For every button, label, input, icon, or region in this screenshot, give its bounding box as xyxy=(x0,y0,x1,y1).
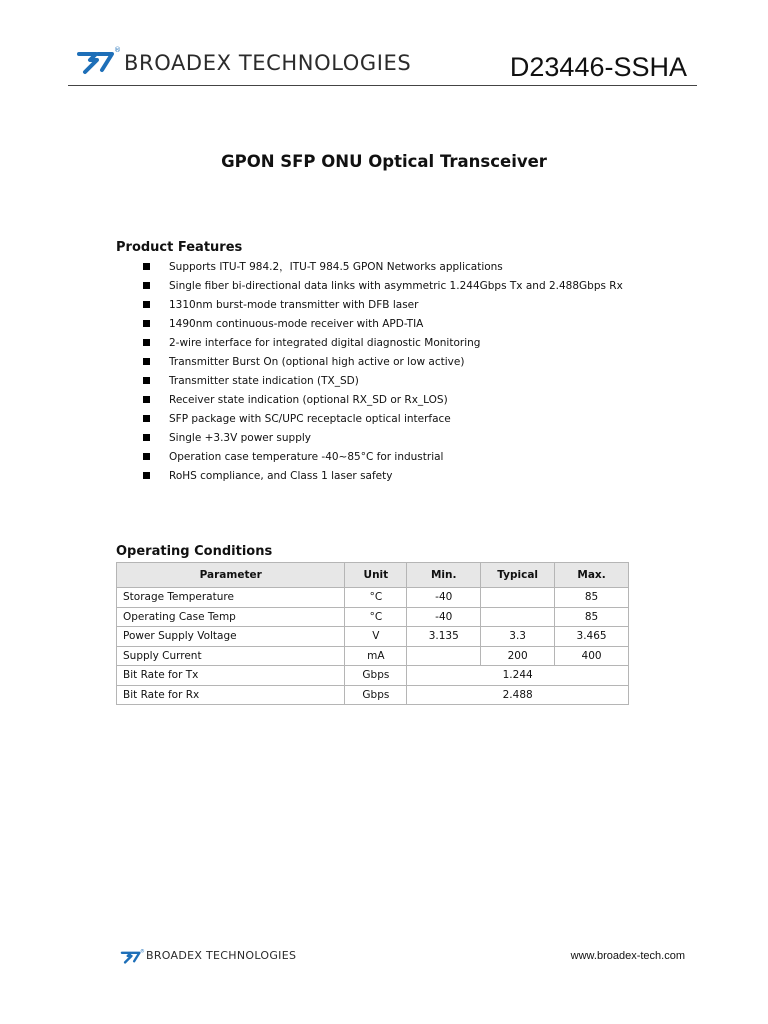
registered-mark: ® xyxy=(139,949,145,955)
min-cell: 3.135 xyxy=(407,627,481,647)
square-bullet-icon xyxy=(143,377,150,384)
value-cell: 2.488 xyxy=(407,685,629,705)
table-row xyxy=(117,646,629,666)
feature-item xyxy=(141,354,623,373)
column-header: Parameter xyxy=(117,563,345,588)
feature-text: Receiver state indication (optional RX_SD or Rx_LOS) xyxy=(169,394,448,406)
square-bullet-icon xyxy=(143,320,150,327)
max-cell: 85 xyxy=(555,607,629,627)
min-cell: -40 xyxy=(407,588,481,608)
column-header: Typical xyxy=(481,563,555,588)
feature-item xyxy=(141,259,623,278)
table-row xyxy=(117,666,629,686)
table-row xyxy=(117,685,629,705)
unit-cell: Gbps xyxy=(345,685,407,705)
square-bullet-icon xyxy=(143,396,150,403)
min-cell xyxy=(407,646,481,666)
feature-item xyxy=(141,335,623,354)
typical-cell: 200 xyxy=(481,646,555,666)
parameter-cell: Bit Rate for Rx xyxy=(117,685,345,705)
feature-item xyxy=(141,373,623,392)
table-header-row xyxy=(117,563,629,588)
max-cell: 85 xyxy=(555,588,629,608)
feature-text: 1490nm continuous-mode receiver with APD-TIA xyxy=(169,318,424,330)
unit-cell: Gbps xyxy=(345,666,407,686)
feature-text: Transmitter Burst On (optional high active or low active) xyxy=(169,356,465,368)
feature-item xyxy=(141,468,623,487)
table-row xyxy=(117,627,629,647)
value-cell: 1.244 xyxy=(407,666,629,686)
parameter-cell: Supply Current xyxy=(117,646,345,666)
broadex-logo-icon xyxy=(76,45,120,77)
feature-text: Single +3.3V power supply xyxy=(169,432,312,444)
unit-cell: °C xyxy=(345,607,407,627)
broadex-logo-icon xyxy=(120,948,144,965)
square-bullet-icon xyxy=(143,358,150,365)
feature-item xyxy=(141,411,623,430)
typical-cell xyxy=(481,607,555,627)
column-header: Unit xyxy=(345,563,407,588)
square-bullet-icon xyxy=(143,339,150,346)
feature-text: 2-wire interface for integrated digital diagnostic Monitoring xyxy=(169,337,481,349)
features-list xyxy=(141,259,623,487)
brand-name: BROADEX TECHNOLOGIES xyxy=(124,51,412,75)
parameter-cell: Storage Temperature xyxy=(117,588,345,608)
operating-conditions-table xyxy=(116,562,629,705)
feature-text: RoHS compliance, and Class 1 laser safety xyxy=(169,470,393,482)
feature-item xyxy=(141,392,623,411)
feature-text: Supports ITU-T 984.2，ITU-T 984.5 GPON Networks applications xyxy=(169,261,503,273)
footer-brand-name: BROADEX TECHNOLOGIES xyxy=(146,949,297,962)
feature-item xyxy=(141,430,623,449)
feature-text: 1310nm burst-mode transmitter with DFB laser xyxy=(169,299,419,311)
feature-text: Single fiber bi-directional data links with asymmetric 1.244Gbps Tx and 2.488Gbps Rx xyxy=(169,280,623,292)
document-number: D23446-SSHA xyxy=(509,52,687,82)
column-header: Min. xyxy=(407,563,481,588)
feature-item xyxy=(141,278,623,297)
min-cell: -40 xyxy=(407,607,481,627)
typical-cell: 3.3 xyxy=(481,627,555,647)
feature-item xyxy=(141,297,623,316)
parameter-cell: Bit Rate for Tx xyxy=(117,666,345,686)
feature-text: Operation case temperature -40~85°C for industrial xyxy=(169,451,444,463)
max-cell: 400 xyxy=(555,646,629,666)
unit-cell: mA xyxy=(345,646,407,666)
square-bullet-icon xyxy=(143,263,150,270)
footer-website-link[interactable]: www.broadex-tech.com xyxy=(570,950,685,962)
parameter-cell: Operating Case Temp xyxy=(117,607,345,627)
table-row xyxy=(117,588,629,608)
unit-cell: V xyxy=(345,627,407,647)
square-bullet-icon xyxy=(143,453,150,460)
feature-text: Transmitter state indication (TX_SD) xyxy=(169,375,359,387)
feature-item xyxy=(141,316,623,335)
max-cell: 3.465 xyxy=(555,627,629,647)
square-bullet-icon xyxy=(143,415,150,422)
square-bullet-icon xyxy=(143,301,150,308)
column-header: Max. xyxy=(555,563,629,588)
square-bullet-icon xyxy=(143,472,150,479)
typical-cell xyxy=(481,588,555,608)
operating-conditions-heading: Operating Conditions xyxy=(116,544,273,559)
product-features-heading: Product Features xyxy=(116,240,243,255)
feature-text: SFP package with SC/UPC receptacle optical interface xyxy=(169,413,451,425)
unit-cell: °C xyxy=(345,588,407,608)
page-header xyxy=(68,42,697,86)
registered-mark: ® xyxy=(114,46,121,54)
square-bullet-icon xyxy=(143,282,150,289)
square-bullet-icon xyxy=(143,434,150,441)
document-title: GPON SFP ONU Optical Transceiver xyxy=(221,152,547,171)
table-row xyxy=(117,607,629,627)
parameter-cell: Power Supply Voltage xyxy=(117,627,345,647)
feature-item xyxy=(141,449,623,468)
header-divider xyxy=(68,85,697,86)
